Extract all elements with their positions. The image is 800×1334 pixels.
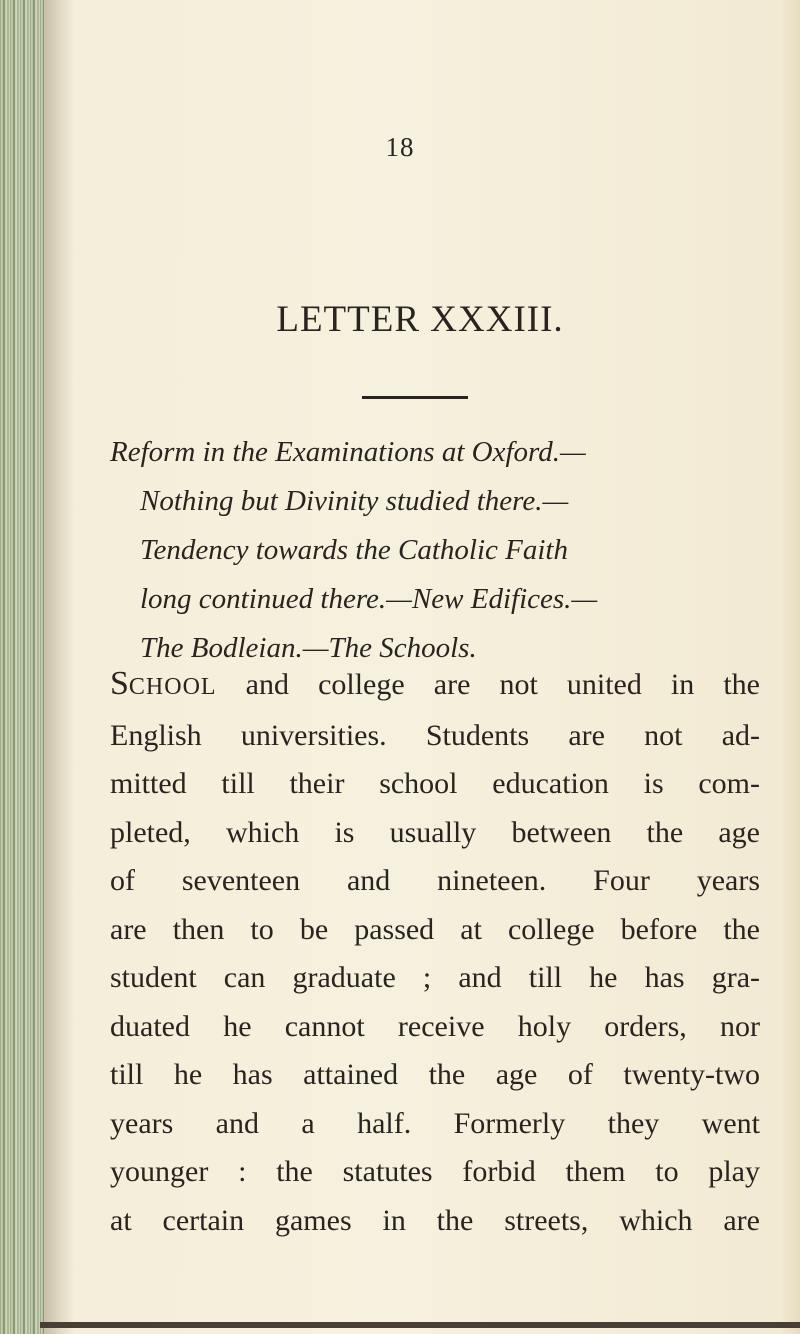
body-line: are then to be passed at college before the [110, 912, 760, 946]
drop-initial: S [110, 665, 129, 702]
letter-heading: LETTER XXXIII. [276, 299, 564, 340]
body-line: till he has attained the age of twenty-two [110, 1058, 760, 1091]
page-bottom-edge [40, 1322, 800, 1328]
summary-line: Reform in the Examinations at Oxford.— [110, 436, 586, 468]
summary-line: Tendency towards the Catholic Faith [140, 534, 568, 566]
body-line-first [110, 660, 760, 712]
body-line: English universities. Students are not ad- [110, 718, 760, 752]
body-line: of seventeen and nineteen. Four years [110, 864, 760, 897]
body-line: duated he cannot receive holy orders, nor [110, 1009, 760, 1043]
body-line: mitted till their school education is com- [110, 767, 760, 800]
small-caps-word: CHOOL [128, 674, 217, 700]
summary-line: The Bodleian.—The Schools. [140, 632, 477, 664]
body-line: student can graduate ; and till he has gra- [110, 961, 760, 994]
body-line: pleted, which is usually between the age [110, 815, 760, 849]
summary-line: Nothing but Divinity studied there.— [140, 485, 569, 517]
letter-summary [110, 428, 750, 673]
page-number: 18 [385, 132, 415, 162]
summary-line: long continued there.—New Edifices.— [140, 583, 598, 615]
binding-shadow [44, 0, 74, 1334]
heading-divider [362, 396, 468, 399]
page-binding-edge [0, 0, 44, 1334]
body-line: years and a half. Formerly they went [110, 1106, 760, 1140]
body-line: younger : the statutes forbid them to play [110, 1155, 760, 1188]
body-paragraph [110, 660, 760, 1245]
body-line: at certain games in the streets, which are [110, 1203, 760, 1237]
first-line-text: and college are not united in the [216, 668, 760, 701]
